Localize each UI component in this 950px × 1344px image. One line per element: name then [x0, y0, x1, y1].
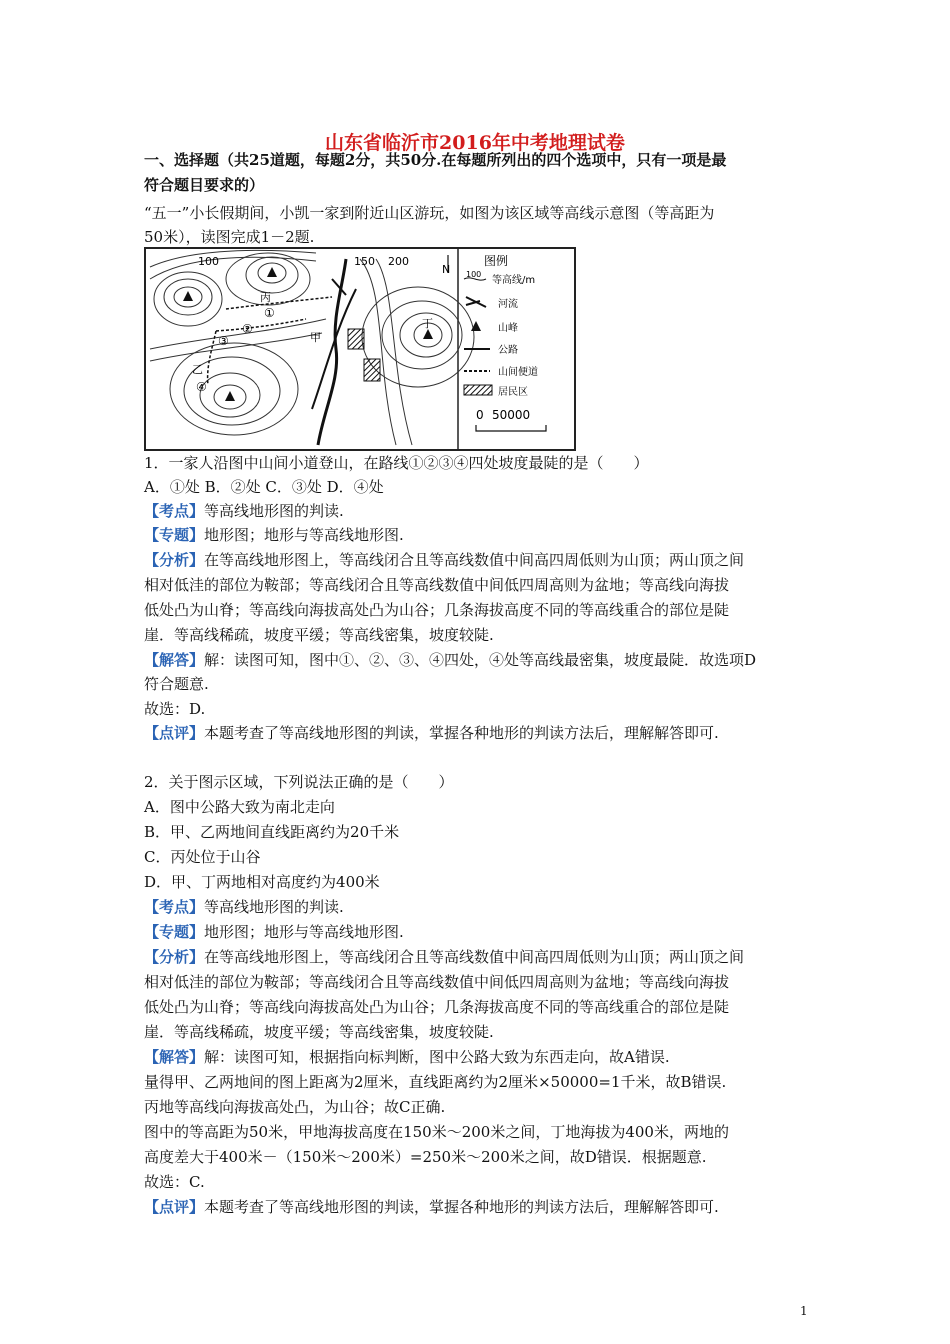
q1-stem: 1．一家人沿图中山间小道登山，在路线①②③④四处坡度最陡的是（ ）	[144, 454, 649, 472]
residential-icon	[464, 385, 492, 395]
q1-zhuanti	[144, 523, 814, 547]
peak-icon	[183, 291, 193, 301]
place-ding: 丁	[422, 317, 433, 330]
peak-icon	[225, 391, 235, 401]
q2-option-b: B．甲、乙两地间直线距离约为20千米	[144, 823, 400, 841]
q2-zhuanti-text: 地形图；地形与等高线地形图.	[204, 923, 404, 941]
q2-fenxi-line-4: 崖．等高线稀疏，坡度平缓；等高线密集，坡度较陡.	[144, 1023, 494, 1041]
q2-fenxi-text: 在等高线地形图上，等高线闭合且等高线数值中间高四周低则为山顶；两山顶之间	[204, 948, 745, 966]
contour-lines	[150, 250, 474, 445]
q1-zhuanti-tag: 【专题】	[144, 526, 205, 544]
q2-fenxi-tag: 【分析】	[144, 948, 205, 966]
q2-jieda-text: 解：读图可知，根据指向标判断，图中公路大致为东西走向，故A错误.	[204, 1048, 670, 1066]
contour-map	[144, 247, 576, 451]
q2-jieda-line-1	[144, 1045, 814, 1069]
q1-dianping-tag: 【点评】	[144, 724, 205, 742]
q2-zhuanti	[144, 920, 814, 944]
map-legend	[464, 253, 546, 431]
peak-icon	[423, 329, 433, 339]
residential-area-1	[348, 329, 364, 349]
scale-bar-icon	[476, 425, 546, 431]
exam-title: 山东省临沂市2016年中考地理试卷	[325, 132, 625, 154]
peak-icon	[267, 267, 277, 277]
route-point-1: ①	[264, 306, 275, 320]
q2-fenxi-line-1	[144, 945, 814, 969]
intro-line-1: “五一”小长假期间，小凯一家到附近山区游玩，如图为该区域等高线示意图（等高距为	[144, 204, 715, 222]
scale-value: 50000	[492, 408, 531, 422]
legend-label: 山间便道	[498, 367, 538, 378]
q2-kaodian-text: 等高线地形图的判读.	[204, 898, 344, 916]
contour-map-drawing	[146, 249, 574, 449]
contour-label: 200	[388, 255, 409, 268]
scale-zero: 0	[476, 408, 484, 422]
intro-line-2: 50米），读图完成1－2题.	[144, 228, 315, 246]
q1-dianping	[144, 721, 814, 745]
q2-dianping-text: 本题考查了等高线地形图的判读，掌握各种地形的判读方法后，理解解答即可.	[204, 1198, 719, 1216]
place-jia: 甲	[310, 331, 321, 344]
q2-dianping-tag: 【点评】	[144, 1198, 205, 1216]
q2-fenxi-line-2: 相对低洼的部位为鞍部；等高线闭合且等高线数值中间低四周高则为盆地；等高线向海拔	[144, 973, 730, 991]
river	[318, 259, 346, 445]
legend-label: 河流	[498, 299, 518, 310]
q2-kaodian-tag: 【考点】	[144, 898, 205, 916]
q2-option-d: D．甲、丁两地相对高度约为400米	[144, 873, 380, 891]
legend-label: 居民区	[498, 387, 528, 398]
route-point-3: ③	[218, 334, 229, 348]
route-point-2: ②	[242, 322, 253, 336]
q1-fenxi-tag: 【分析】	[144, 551, 205, 569]
q1-kaodian-text: 等高线地形图的判读.	[204, 502, 344, 520]
route-point-4: ④	[196, 380, 207, 394]
q2-kaodian	[144, 895, 814, 919]
q1-fenxi-line-2: 相对低洼的部位为鞍部；等高线闭合且等高线数值中间低四周高则为盆地；等高线向海拔	[144, 576, 730, 594]
q1-jieda-tag: 【解答】	[144, 651, 205, 669]
legend-label: 等高线/m	[492, 275, 536, 286]
q2-jieda-tag: 【解答】	[144, 1048, 205, 1066]
legend-label: 山峰	[498, 323, 518, 334]
q2-jieda-line-2: 量得甲、乙两地间的图上距离为2厘米，直线距离约为2厘米×50000=1千米，故B错误.	[144, 1073, 727, 1091]
contour-label: 100	[198, 255, 219, 268]
q1-fenxi-line-3: 低处凸为山脊；等高线向海拔高处凸为山谷；几条海拔高度不同的等高线重合的部位是陡	[144, 601, 730, 619]
place-bing: 丙	[260, 291, 271, 304]
q2-jieda-line-4: 图中的等高距为50米，甲地海拔高度在150米～200米之间，丁地海拔为400米，两地的	[144, 1123, 729, 1141]
q1-kaodian-tag: 【考点】	[144, 502, 205, 520]
q2-answer: 故选：C.	[144, 1173, 205, 1191]
legend-label: 公路	[498, 345, 518, 356]
q2-zhuanti-tag: 【专题】	[144, 923, 205, 941]
q1-answer: 故选：D.	[144, 700, 206, 718]
q2-jieda-line-3: 丙地等高线向海拔高处凸，为山谷；故C正确.	[144, 1098, 446, 1116]
section-heading-line-1: 一、选择题（共25道题，每题2分，共50分.在每题所列出的四个选项中，只有一项是最	[144, 151, 727, 169]
legend-contour-sample: 100	[466, 270, 482, 279]
river-icon	[466, 297, 486, 307]
residential-area-2	[364, 359, 380, 381]
q1-fenxi-line-4: 崖．等高线稀疏，坡度平缓；等高线密集，坡度较陡.	[144, 626, 494, 644]
section-heading-line-2: 符合题目要求的）	[144, 176, 265, 194]
trail-lower	[216, 319, 306, 331]
q1-dianping-text: 本题考查了等高线地形图的判读，掌握各种地形的判读方法后，理解解答即可.	[204, 724, 719, 742]
q2-option-a: A．图中公路大致为南北走向	[144, 798, 335, 816]
q2-jieda-line-5: 高度差大于400米－（150米～200米）=250米～200米之间，故D错误．根据题意.	[144, 1148, 707, 1166]
q2-dianping	[144, 1195, 814, 1219]
q1-fenxi-line-1	[144, 548, 814, 572]
page-number: 1	[800, 1304, 808, 1318]
q1-jieda-line-2: 符合题意.	[144, 675, 209, 693]
q1-options: A．①处 B．②处 C．③处 D．④处	[144, 478, 384, 496]
q2-fenxi-line-3: 低处凸为山脊；等高线向海拔高处凸为山谷；几条海拔高度不同的等高线重合的部位是陡	[144, 998, 730, 1016]
q1-jieda-text: 解：读图可知，图中①、②、③、④四处，④处等高线最密集，坡度最陡．故选项D	[204, 651, 757, 669]
north-label: N	[442, 263, 451, 276]
place-yi: 乙	[192, 363, 203, 376]
q1-zhuanti-text: 地形图；地形与等高线地形图.	[204, 526, 404, 544]
q1-kaodian	[144, 499, 814, 523]
q1-jieda-line-1	[144, 648, 814, 672]
q2-option-c: C．丙处位于山谷	[144, 848, 261, 866]
trail-upper	[226, 297, 332, 309]
q2-stem: 2．关于图示区域，下列说法正确的是（ ）	[144, 773, 454, 791]
q1-fenxi-text: 在等高线地形图上，等高线闭合且等高线数值中间高四周低则为山顶；两山顶之间	[204, 551, 745, 569]
legend-title: 图例	[484, 254, 509, 268]
contour-label: 150	[354, 255, 375, 268]
